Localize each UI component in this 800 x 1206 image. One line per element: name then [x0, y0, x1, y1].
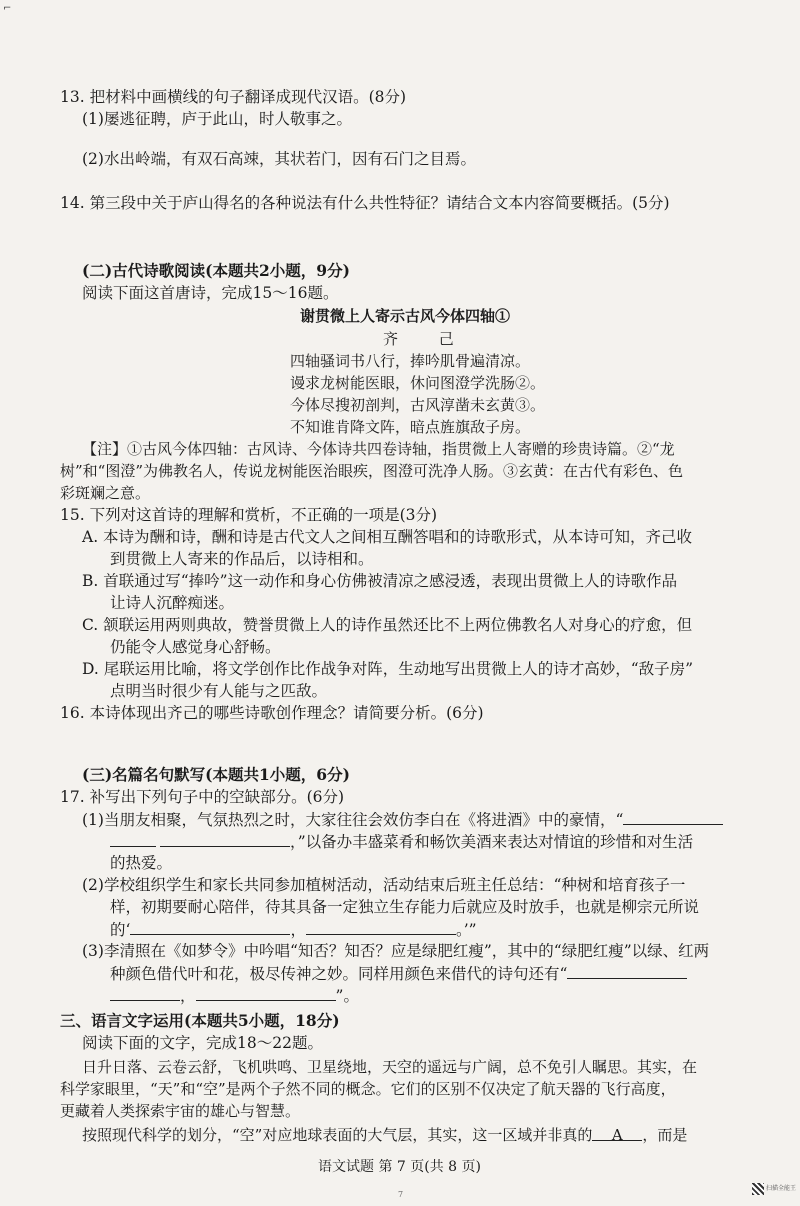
q17-item-3-cont	[110, 962, 687, 985]
q14-stem: 14. 第三段中关于庐山得名的各种说法有什么共性特征？请结合文本内容简要概括。(5分)	[60, 194, 670, 212]
q15-option-b-cont: 让诗人沉醉痴迷。	[110, 594, 235, 612]
passage-text: 按照现代科学的划分，“空”对应地球表面的大气层，其实，这一区域并非真的	[82, 1126, 593, 1144]
q13-sentence-2: (2)水出岭端，有双石高竦，其状若门，因有石门之目焉。	[82, 150, 476, 168]
q17-item-1-end: 的热爱。	[110, 854, 173, 872]
poem-line: 谩求龙树能医眼，休问图澄学洗肠②。	[290, 374, 546, 392]
q17-item-3-text: ，	[180, 987, 196, 1005]
page-footer: 语文试题 第 7 页(共 8 页)	[318, 1159, 481, 1175]
q16-stem: 16. 本诗体现出齐己的哪些诗歌创作理念？请简要分析。(6分)	[60, 704, 484, 722]
scanner-watermark: 扫描全能王	[766, 1185, 797, 1192]
q17-item-3-end	[110, 984, 359, 1007]
q17-item-2-cont: 样，初期要耐心陪伴，待其具备一定独立生存能力后就应及时放手，也就是柳宗元所说	[110, 898, 700, 916]
poem-line: 今体尽搜初剖判，古风淳凿未玄黄③。	[290, 396, 546, 414]
answer-blank[interactable]	[567, 962, 687, 979]
passage-line: 更藏着人类探索宇宙的雄心与智慧。	[60, 1102, 301, 1120]
answer-blank[interactable]	[623, 808, 723, 825]
q17-item-2-text: 的‘	[110, 921, 131, 939]
answer-blank[interactable]	[110, 830, 156, 847]
poem-note: 【注】①古风今体四轴：古风诗、今体诗共四卷诗轴，指贯微上人寄赠的珍贵诗篇。②“龙	[82, 440, 675, 458]
answer-blank[interactable]	[130, 918, 290, 935]
q17-stem: 17. 补写出下列句子中的空缺部分。(6分)	[60, 788, 345, 806]
section-heading-recitation: (三)名篇名句默写(本题共1小题，6分)	[82, 765, 350, 784]
q17-item-2-end	[110, 918, 477, 941]
section-heading-poetry: (二)古代诗歌阅读(本题共2小题，9分)	[82, 261, 350, 280]
passage-text: ，而是	[642, 1126, 688, 1144]
q17-item-3-text: 种颜色借代叶和花，极尽传神之妙。同样用颜色来借代的诗句还有“	[110, 965, 568, 983]
poem-author: 齐 己	[383, 330, 472, 348]
answer-blank[interactable]	[306, 918, 456, 935]
q15-option-c-cont: 仍能令人感觉身心舒畅。	[110, 638, 281, 656]
q17-item-2-text: 。’”	[455, 921, 477, 939]
poem-note: 树”和“图澄”为佛教名人，传说龙树能医治眼疾，图澄可洗净人肠。③玄黄：在古代有彩色、色	[60, 462, 684, 480]
q17-item-2-text: ，	[290, 921, 306, 939]
passage-line: 科学家眼里，“天”和“空”是两个子然不同的概念。它们的区别不仅决定了航天器的飞行高度，	[60, 1080, 676, 1098]
q13-stem: 13. 把材料中画横线的句子翻译成现代汉语。(8分)	[60, 88, 407, 106]
poem-note: 彩斑斓之意。	[60, 484, 151, 502]
poem-title: 谢贯微上人寄示古风今体四轴①	[300, 307, 511, 325]
q17-item-1-text-2: ，”以备办丰盛菜肴和畅饮美酒来表达对情谊的珍惜和对生活	[290, 833, 694, 851]
q15-option-a: A. 本诗为酬和诗，酬和诗是古代文人之间相互酬答唱和的诗歌形式，从本诗可知，齐己收	[82, 528, 693, 546]
q15-stem: 15. 下列对这首诗的理解和赏析，不正确的一项是(3分)	[60, 506, 438, 524]
page-tiny-number: 7	[398, 1190, 404, 1199]
poem-line: 不知谁肯降文阵，暗点旌旗敌子房。	[290, 418, 531, 436]
q17-item-3-text: ”。	[335, 987, 359, 1005]
blank-a[interactable]: A	[592, 1124, 642, 1141]
q17-item-3: (3)李清照在《如梦令》中吟唱“知否？知否？应是绿肥红瘦”，其中的“绿肥红瘦”以绿、红两	[82, 942, 710, 960]
q13-sentence-1: (1)屡逃征聘，庐于此山，时人敬事之。	[82, 110, 352, 128]
section-intro-poetry: 阅读下面这首唐诗，完成15～16题。	[82, 284, 339, 302]
q17-item-1-text: (1)当朋友相聚，气氛热烈之时，大家往往会效仿李白在《将进酒》中的豪情，“	[82, 811, 624, 829]
answer-blank[interactable]	[110, 984, 180, 1001]
section-intro-language: 阅读下面的文字，完成18～22题。	[82, 1034, 323, 1052]
passage-line: 日升日落、云卷云舒，飞机哄鸣、卫星绕地，天空的遥远与广阔，总不免引人瞩思。其实，在	[82, 1058, 698, 1076]
q15-option-d: D. 尾联运用比喻，将文学创作比作战争对阵，生动地写出贯微上人的诗才高妙，“敌子房”	[82, 660, 694, 678]
q15-option-b: B. 首联通过写“捧吟”这一动作和身心仿佛被清凉之感浸透，表现出贯微上人的诗歌作品	[82, 572, 678, 590]
q17-item-1	[82, 808, 723, 831]
q15-option-c: C. 颔联运用两则典故，赞誉贯微上人的诗作虽然还比不上两位佛教名人对身心的疗愈，但	[82, 616, 693, 634]
poem-line: 四轴骚词书八行，捧吟肌骨遍清凉。	[290, 352, 531, 370]
qr-stamp-icon	[752, 1183, 764, 1195]
corner-mark: ⌐	[3, 3, 12, 14]
q15-option-a-cont: 到贯微上人寄来的作品后，以诗相和。	[110, 550, 374, 568]
passage-line	[82, 1124, 687, 1146]
q17-item-2: (2)学校组织学生和家长共同参加植树活动，活动结束后班主任总结：“种树和培育孩子一	[82, 876, 686, 894]
answer-blank[interactable]	[196, 984, 336, 1001]
q17-item-1-cont	[110, 830, 693, 853]
section-heading-language: 三、语言文字运用(本题共5小题，18分)	[60, 1011, 340, 1030]
q15-option-d-cont: 点明当时很少有人能与之匹敌。	[110, 682, 328, 700]
answer-blank[interactable]	[160, 830, 290, 847]
